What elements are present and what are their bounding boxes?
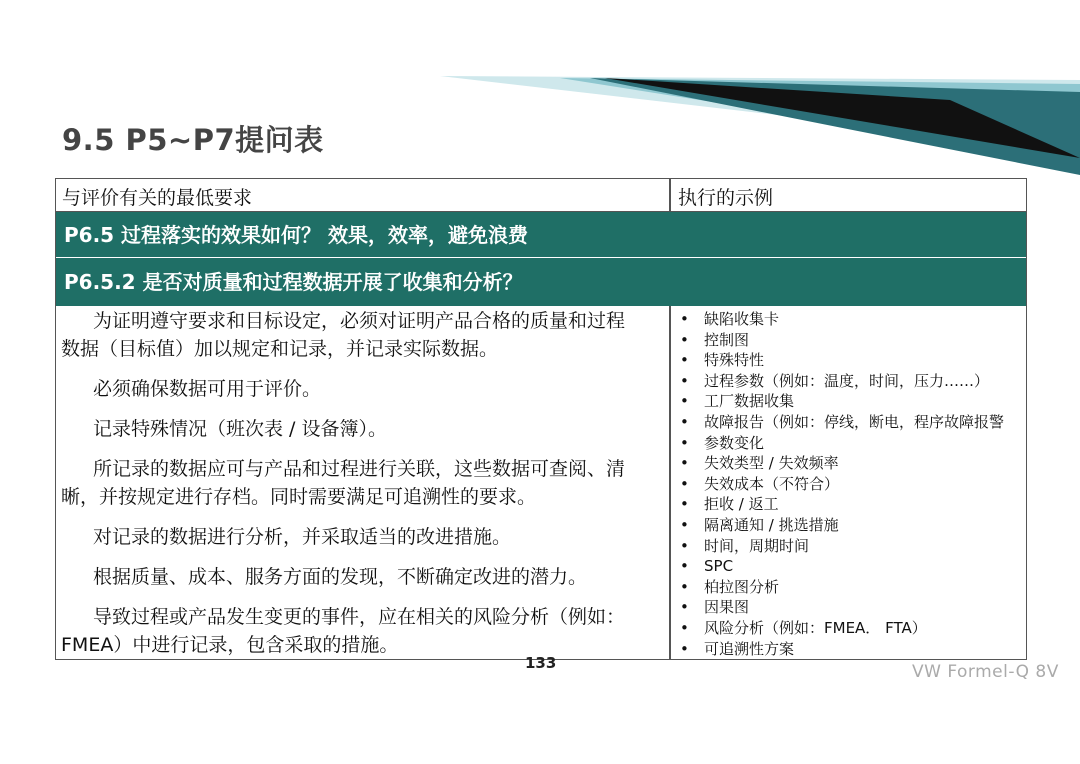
bullet-icon: • xyxy=(680,330,689,349)
bullet-icon: • xyxy=(680,557,689,576)
requirement-paragraph xyxy=(61,603,663,659)
example-text: 控制图 xyxy=(704,330,750,349)
paragraph-line: 根据质量、成本、服务方面的发现，不断确定改进的潜力。 xyxy=(93,566,588,588)
requirement-paragraph xyxy=(61,523,663,551)
bullet-icon: • xyxy=(680,639,689,658)
paragraph-line: FMEA）中进行记录，包含采取的措施。 xyxy=(61,634,399,656)
bullet-icon: • xyxy=(680,392,689,411)
example-item xyxy=(676,391,1024,412)
bullet-icon: • xyxy=(680,351,689,370)
paragraph-line: 导致过程或产品发生变更的事件，应在相关的风险分析（例如： xyxy=(93,606,626,628)
column-divider-body xyxy=(669,306,671,659)
example-text: 失效成本（不符合） xyxy=(704,474,840,493)
bullet-icon: • xyxy=(680,536,689,555)
requirement-paragraph xyxy=(61,455,663,511)
example-text: 风险分析（例如：FMEA． FTA） xyxy=(704,618,927,637)
bullet-icon: • xyxy=(680,412,689,431)
requirement-paragraph xyxy=(61,563,663,591)
example-text: 因果图 xyxy=(704,598,750,617)
section-band-p6-5-2: P6.5.2 是否对质量和过程数据开展了收集和分析？ xyxy=(56,258,1026,306)
example-text: 工厂数据收集 xyxy=(704,392,795,411)
bullet-icon: • xyxy=(680,474,689,493)
example-text: 特殊特性 xyxy=(704,351,765,370)
example-text: 故障报告（例如：停线，断电，程序故障报警 xyxy=(704,412,1005,431)
bullet-icon: • xyxy=(680,371,689,390)
section-band-p6-5: P6.5 过程落实的效果如何？ 效果，效率，避免浪费 xyxy=(56,212,1026,258)
example-text: 拒收 / 返工 xyxy=(704,495,779,514)
bullet-icon: • xyxy=(680,577,689,596)
bullet-icon: • xyxy=(680,618,689,637)
example-item xyxy=(676,309,1024,330)
bullet-icon: • xyxy=(680,515,689,534)
page-title: 9.5 P5~P7提问表 xyxy=(62,123,324,157)
example-text: 缺陷收集卡 xyxy=(704,310,780,328)
example-item xyxy=(676,639,1024,660)
example-item xyxy=(676,597,1024,618)
bullet-icon: • xyxy=(680,454,689,473)
example-text: 时间，周期时间 xyxy=(704,536,810,555)
paragraph-line: 为证明遵守要求和目标设定，必须对证明产品合格的质量和过程 xyxy=(93,310,626,332)
header-swoosh-decoration xyxy=(0,0,1080,200)
example-text: 参数变化 xyxy=(704,433,765,452)
requirements-text xyxy=(61,307,663,671)
example-item xyxy=(676,453,1024,474)
column-divider-header xyxy=(669,179,671,212)
bullet-icon: • xyxy=(680,495,689,514)
example-text: 过程参数（例如：温度，时间，压力……） xyxy=(704,371,990,390)
paragraph-line: 晰，并按规定进行存档。同时需要满足可追溯性的要求。 xyxy=(61,486,537,508)
example-text: 柏拉图分析 xyxy=(704,577,780,596)
example-item xyxy=(676,494,1024,515)
example-text: 失效类型 / 失效频率 xyxy=(704,454,839,473)
table-header-row xyxy=(56,179,1026,212)
example-item xyxy=(676,577,1024,598)
example-item xyxy=(676,330,1024,351)
example-item xyxy=(676,433,1024,454)
page-number: 133 xyxy=(525,654,557,672)
header-examples: 执行的示例 xyxy=(678,187,774,209)
example-item xyxy=(676,350,1024,371)
footer-label: VW Formel-Q 8V xyxy=(912,662,1059,682)
header-requirements: 与评价有关的最低要求 xyxy=(62,187,253,209)
requirement-paragraph xyxy=(61,307,663,363)
example-item xyxy=(676,536,1024,557)
example-item xyxy=(676,474,1024,495)
requirement-paragraph xyxy=(61,415,663,443)
example-item xyxy=(676,412,1024,433)
paragraph-line: 必须确保数据可用于评价。 xyxy=(93,378,322,400)
bullet-icon: • xyxy=(680,433,689,452)
bullet-icon: • xyxy=(680,598,689,617)
requirement-paragraph xyxy=(61,375,663,403)
bullet-icon: • xyxy=(680,310,689,328)
example-item xyxy=(676,371,1024,392)
paragraph-line: 对记录的数据进行分析，并采取适当的改进措施。 xyxy=(93,526,512,548)
example-text: 隔离通知 / 挑选措施 xyxy=(704,515,839,534)
example-item xyxy=(676,515,1024,536)
paragraph-line: 数据（目标值）加以规定和记录，并记录实际数据。 xyxy=(61,338,499,360)
example-item xyxy=(676,618,1024,639)
paragraph-line: 所记录的数据应可与产品和过程进行关联，这些数据可查阅、清 xyxy=(93,458,626,480)
example-text: SPC xyxy=(704,557,734,576)
example-item xyxy=(676,556,1024,577)
example-text: 可追溯性方案 xyxy=(704,639,795,658)
requirements-table xyxy=(55,178,1027,660)
paragraph-line: 记录特殊情况（班次表 / 设备簿）。 xyxy=(93,418,387,440)
examples-list xyxy=(676,309,1024,659)
